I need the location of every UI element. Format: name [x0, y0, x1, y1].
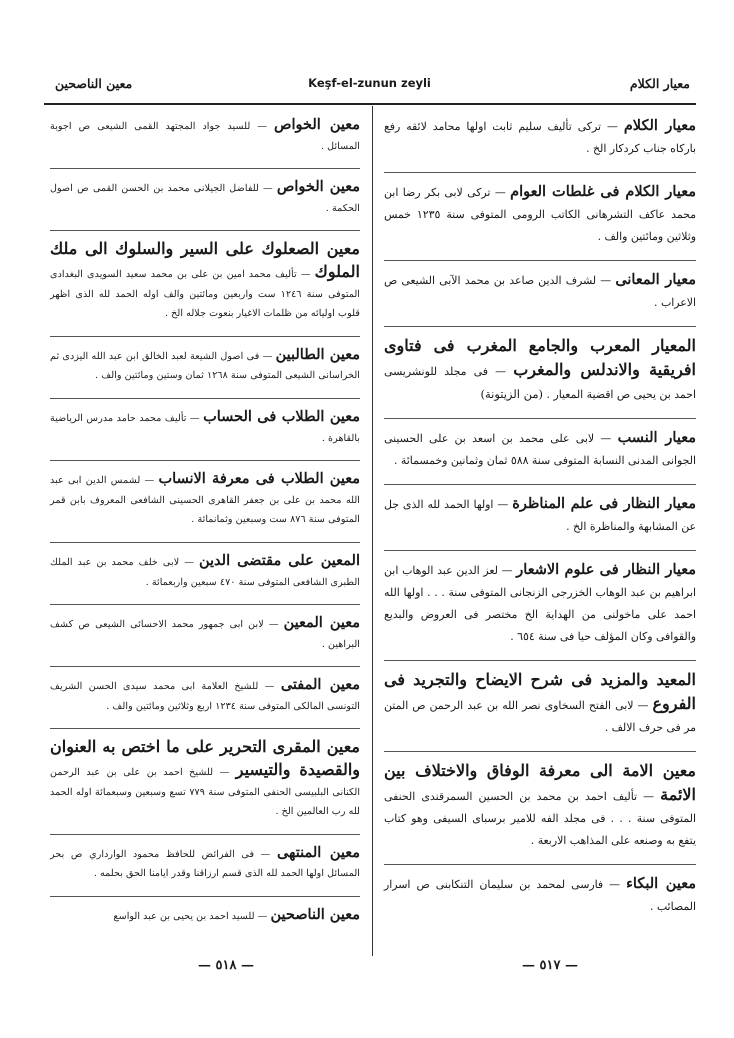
entry-text: — تركى لابى بكر رضا ابن محمد عاكف التشرهانى الكاتب الرومى المتوفى سنة ١٢٣٥ خمس وثلاثين ومائتين والف .: [384, 186, 697, 243]
entry-title: المعين على مقتضى الدين: [198, 551, 360, 569]
entry: [50, 613, 360, 654]
entry: [384, 269, 696, 314]
entry-title: معيار المعانى: [615, 271, 696, 288]
entry-separator: [384, 172, 696, 173]
entry-separator: [50, 168, 360, 169]
entry-text: — لابى على محمد بن اسعد بن على الحسينى الجوانى المدنى النسابة المتوفى سنة ٥٨٨ ثمان وثمانين وخمسمائة .: [384, 432, 696, 467]
entry-separator: [384, 484, 696, 485]
entry-title: معين المعين: [283, 614, 360, 632]
page-number-left: — ٥١٨ —: [198, 958, 255, 973]
entry-text: — لشمس الدين ابى عبد الله محمد بن على بن جعفر القاهرى الحسينى الشافعى المعروف بابن قمر المتوفى سنة ٨٧٦ ست وسبعين وثمانمائة .: [50, 475, 360, 526]
entry-title: معين البكاء: [626, 875, 696, 892]
entry-title: معين الامة الى معرفة الوفاق والاختلاف بين الائمة: [384, 761, 696, 804]
entry: [50, 345, 360, 386]
entry: [384, 493, 696, 538]
entry-text: — لشرف الدين صاعد بن محمد الآبى الشيعى ص الاعراب .: [384, 274, 696, 309]
entry: [50, 115, 360, 156]
page-header: [45, 76, 694, 100]
entry: [384, 760, 696, 852]
entry-title: معين المنتهى: [276, 843, 360, 861]
entry-text: — فى الفرائض للحافظ محمود الوارداري ص بحر المسائل اولها الحمد لله الذى قسم ارزاقنا وقدر ايامنا الحق بحلمه .: [50, 848, 360, 880]
entry-separator: [50, 896, 360, 897]
entry-separator: [50, 666, 360, 667]
running-head-right: معيار الكلام: [629, 76, 690, 91]
entry-separator: [384, 751, 696, 752]
entry-text: — تأليف احمد بن محمد بن الحسين السمرقندى الحنفى المتوفى سنة . . . فى مجلد الفه للامير برسباى السيفى وهو كتاب يتفع به وصنعه على المذاهب الاربعة .: [384, 790, 696, 847]
entry-text: — للشيخ احمد بن على بن عبد الرحمن الكنانى البلبيسى الحنفى المتوفى سنة ٧٧٩ تسع وسبعين وسبعمائة اوله الحمد لله رب العالمين الخ .: [50, 767, 361, 818]
entry-separator: [50, 460, 360, 461]
entry-text: — فارسى لمحمد بن سليمان التنكابنى ص اسرار المصائب .: [384, 878, 696, 913]
entry: [384, 335, 696, 406]
entry-text: — تأليف محمد حامد مدرس الرياضية بالقاهرة .: [50, 412, 360, 444]
entry-text: — لابن ابى جمهور محمد الاحسائى الشيعى ص كشف البراهين .: [50, 619, 360, 650]
entry-title: معين الطلاب فى الحساب: [203, 407, 360, 425]
right-column: [384, 115, 696, 930]
left-column: [50, 115, 360, 939]
entry-separator: [384, 864, 696, 865]
entry-text: — تأليف محمد امين بن على بن محمد سعيد السويدى البغدادى المتوفى سنة ١٢٤٦ ست واربعين ومائتين والف اوله الحمد لله الذى اظهر قلوب اوليائه من ظلمات الاغيار بنعوت جلاله الخ .: [50, 268, 360, 320]
entry-text: — فى اصول الشيعة لعبد الخالق ابن عبد الله اليزدى ثم الخراسانى الشيعى المتوفى سنة ١٢٦٨ ثمان وستين ومائتين والف .: [50, 350, 360, 382]
entry-title: معيار النظار فى علوم الاشعار: [516, 561, 697, 578]
entry-title: معين المقرى التحرير على ما اختص به العنوان والقصيدة والتيسير: [50, 737, 361, 780]
column-divider: [372, 106, 373, 956]
entry: [384, 181, 696, 248]
entry: [384, 559, 696, 648]
entry-text: — للفاضل الجيلانى محمد بن الحسن القمى ص اصول الحكمة .: [50, 183, 360, 214]
entry-separator: [384, 326, 696, 327]
entry-text: — تركى تأليف سليم ثابت اولها محامد لائقه رفع باركاه جناب كردكار الخ .: [384, 120, 696, 155]
entry-separator: [384, 418, 696, 419]
entry-text: — للسيد جواد المجتهد القمى الشيعى ص اجوبة المسائل .: [50, 121, 360, 152]
entry-separator: [384, 660, 696, 661]
entry-text: — فى مجلد للونشريسى احمد بن يحيى ص اقضية المعيار .: [384, 365, 696, 401]
entry-title: معيار النظار فى علم المناظرة: [512, 495, 696, 512]
entry: [50, 675, 360, 716]
entry-separator: [384, 550, 696, 551]
entry-separator: [384, 260, 696, 261]
entry-text: — لابى الفتح السخاوى نصر الله بن عبد الرحمن ص المتن مر فى حرف الالف .: [384, 699, 696, 734]
entry-title: معين الصعلوك على السير والسلوك الى ملك الملوك: [50, 239, 360, 281]
page-number-right: — ٥١٧ —: [522, 958, 579, 973]
entry: [384, 427, 696, 472]
entry-text: — للسيد احمد بن يحيى بن عبد الواسع: [113, 911, 268, 923]
entry-title: المعيار المعرب والجامع المغرب فى فتاوى افريقية والاندلس والمغرب: [384, 336, 696, 379]
entry: [50, 843, 360, 884]
entry-separator: [50, 604, 360, 605]
entry-text: — للشيخ العلامة ابى محمد سيدى الحسن الشريف التونسى المالكى المتوفى سنة ١٢٣٤ اربع وثلاثين ومائتين والف .: [50, 681, 360, 712]
entry: [50, 551, 360, 592]
entry-text: — لابى خلف محمد بن عبد الملك الطبرى الشافعى المتوفى سنة ٤٧٠ سبعين واربعمائة .: [50, 556, 360, 588]
entry: [50, 737, 360, 821]
entry-title: معين الخواص: [273, 116, 360, 133]
entry-title: معين المفتى: [280, 676, 360, 694]
running-head-center: Keşf-el-zunun zeyli: [308, 76, 431, 90]
entry-separator: [50, 230, 360, 231]
entry-title: معين الناصحين: [270, 906, 360, 924]
entry-separator: [50, 336, 360, 337]
entry: [384, 115, 696, 160]
entry-title: معين الطلاب فى معرفة الانساب: [158, 470, 360, 488]
running-head-left: معين الناصحين: [55, 76, 133, 91]
header-rule: [44, 103, 696, 105]
entry: [50, 905, 360, 927]
entry-text: — لعز الدين عبد الوهاب ابن ابراهيم بن عبد الوهاب الخزرجى الزنجانى المتوفى سنة . . . اولها الله احمد على ماخولنى من الهداية الخ مختصر فى العروض والبديع والقوافى وكان المؤلف حيا فى سنة ٦٥٤ .: [384, 564, 696, 643]
entry: [50, 239, 360, 323]
entry: [384, 669, 696, 739]
entry-title: معين الطالبين: [275, 345, 360, 363]
entry-title: معيار الكلام فى غلطات العوام: [510, 183, 696, 200]
entry-title: المعيد والمزيد فى شرح الايضاح والتجريد فى الفروع: [384, 670, 696, 713]
entry-separator: [50, 542, 360, 543]
entry-separator: [50, 834, 360, 835]
entry: [50, 177, 360, 218]
entry: [50, 407, 360, 448]
entry-separator: [50, 728, 360, 729]
entry-title: معين الخواص: [276, 178, 360, 196]
entry-source-note: (من الزيتونة): [480, 387, 544, 401]
entry: [50, 469, 360, 530]
entry-title: معيار النسب: [617, 429, 696, 446]
entry-text: — اولها الحمد لله الذى جل عن المشابهة والمناظرة الخ .: [384, 498, 696, 533]
entry-separator: [50, 398, 360, 399]
entry: [384, 873, 696, 918]
entry-title: معيار الكلام: [623, 117, 696, 134]
